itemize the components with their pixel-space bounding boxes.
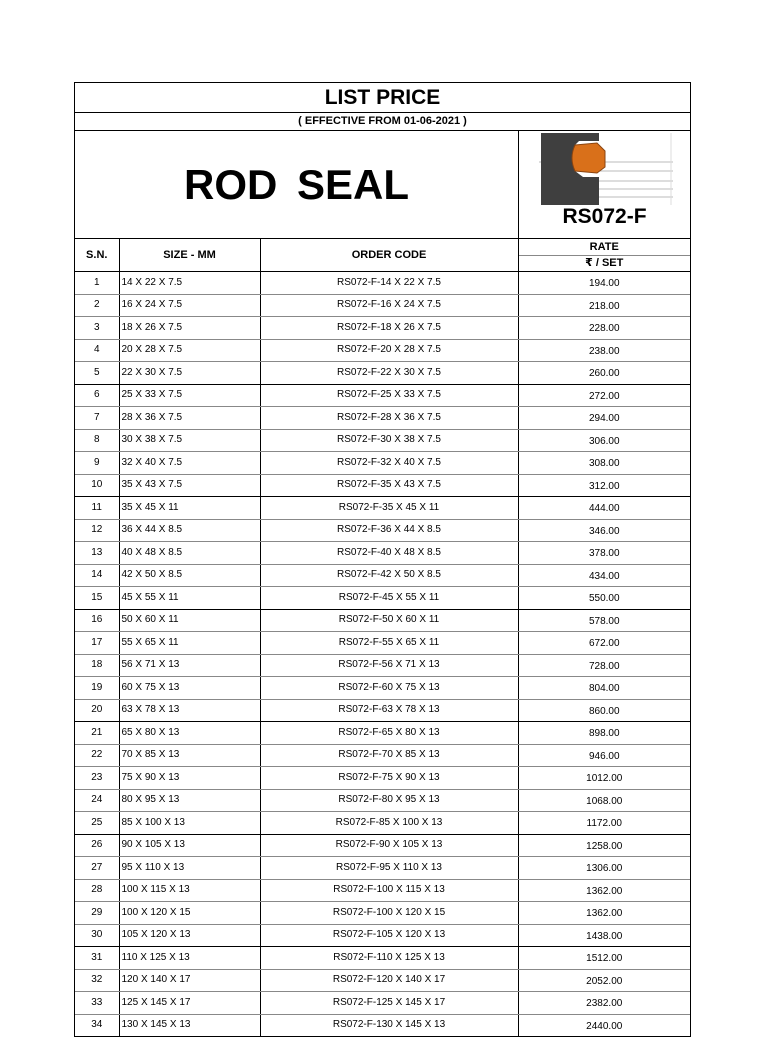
cell-sn: 13 xyxy=(75,542,119,565)
cell-order-code: RS072-F-110 X 125 X 13 xyxy=(260,947,518,970)
table-row xyxy=(75,812,690,835)
cell-sn: 3 xyxy=(75,317,119,340)
cell-order-code: RS072-F-120 X 140 X 17 xyxy=(260,969,518,992)
table-row xyxy=(75,1014,690,1036)
table-row xyxy=(75,834,690,857)
cell-sn: 33 xyxy=(75,992,119,1015)
table-row xyxy=(75,857,690,880)
cell-size: 50 X 60 X 11 xyxy=(119,609,260,632)
cell-size: 16 X 24 X 7.5 xyxy=(119,294,260,317)
table-row xyxy=(75,992,690,1015)
table-row xyxy=(75,924,690,947)
cell-order-code: RS072-F-56 X 71 X 13 xyxy=(260,654,518,677)
table-row xyxy=(75,879,690,902)
cell-size: 120 X 140 X 17 xyxy=(119,969,260,992)
cell-order-code: RS072-F-50 X 60 X 11 xyxy=(260,609,518,632)
cell-size: 90 X 105 X 13 xyxy=(119,834,260,857)
cell-rate: 194.00 xyxy=(518,272,690,295)
cell-rate: 860.00 xyxy=(518,699,690,722)
cell-rate: 294.00 xyxy=(518,407,690,430)
cell-rate: 898.00 xyxy=(518,722,690,745)
cell-size: 42 X 50 X 8.5 xyxy=(119,564,260,587)
cell-size: 36 X 44 X 8.5 xyxy=(119,519,260,542)
cell-size: 22 X 30 X 7.5 xyxy=(119,362,260,385)
cell-size: 110 X 125 X 13 xyxy=(119,947,260,970)
table-row xyxy=(75,654,690,677)
cell-rate: 1362.00 xyxy=(518,902,690,925)
cell-size: 25 X 33 X 7.5 xyxy=(119,384,260,407)
cell-sn: 8 xyxy=(75,429,119,452)
cell-order-code: RS072-F-20 X 28 X 7.5 xyxy=(260,339,518,362)
cell-sn: 22 xyxy=(75,744,119,767)
table-row xyxy=(75,969,690,992)
cell-rate: 2382.00 xyxy=(518,992,690,1015)
cell-sn: 20 xyxy=(75,699,119,722)
cell-order-code: RS072-F-55 X 65 X 11 xyxy=(260,632,518,655)
table-row xyxy=(75,722,690,745)
cell-order-code: RS072-F-14 X 22 X 7.5 xyxy=(260,272,518,295)
table-body xyxy=(75,272,690,1037)
cell-size: 130 X 145 X 13 xyxy=(119,1014,260,1036)
cell-rate: 2440.00 xyxy=(586,1020,623,1032)
cell-rate: 444.00 xyxy=(518,497,690,520)
cell-sn: 2 xyxy=(75,294,119,317)
cell-sn: 21 xyxy=(75,722,119,745)
column-header-rate: RATE xyxy=(518,239,690,256)
cell-rate: 1068.00 xyxy=(518,789,690,812)
cell-rate: 550.00 xyxy=(518,587,690,610)
cell-sn: 32 xyxy=(75,969,119,992)
cell-sn: 27 xyxy=(75,857,119,880)
cell-rate: 228.00 xyxy=(518,317,690,340)
cell-size: 63 X 78 X 13 xyxy=(119,699,260,722)
table-row xyxy=(75,452,690,475)
table-row xyxy=(75,272,690,295)
cell-order-code: RS072-F-130 X 145 X 13 xyxy=(260,1014,518,1036)
product-name: ROD SEAL xyxy=(183,161,409,208)
cell-size: 55 X 65 X 11 xyxy=(119,632,260,655)
cell-sn: 34 xyxy=(75,1014,119,1036)
cell-size: 60 X 75 X 13 xyxy=(119,677,260,700)
table-row xyxy=(75,699,690,722)
cell-size: 28 X 36 X 7.5 xyxy=(119,407,260,430)
cell-size: 85 X 100 X 13 xyxy=(119,812,260,835)
cell-order-code: RS072-F-60 X 75 X 13 xyxy=(260,677,518,700)
table-row xyxy=(75,474,690,497)
table-row xyxy=(75,587,690,610)
cell-sn: 15 xyxy=(75,587,119,610)
cell-order-code: RS072-F-90 X 105 X 13 xyxy=(260,834,518,857)
cell-order-code: RS072-F-125 X 145 X 17 xyxy=(260,992,518,1015)
table-row xyxy=(75,609,690,632)
cell-rate: 672.00 xyxy=(518,632,690,655)
cell-size: 105 X 120 X 13 xyxy=(119,924,260,947)
cell-rate: 728.00 xyxy=(518,654,690,677)
cell-rate: 1258.00 xyxy=(518,834,690,857)
cell-sn: 17 xyxy=(75,632,119,655)
cell-size: 100 X 120 X 15 xyxy=(119,902,260,925)
product-image-cell xyxy=(518,131,690,238)
table-row xyxy=(75,407,690,430)
cell-size: 20 X 28 X 7.5 xyxy=(119,339,260,362)
cell-sn: 26 xyxy=(75,834,119,857)
cell-order-code: RS072-F-63 X 78 X 13 xyxy=(260,699,518,722)
cell-size: 80 X 95 X 13 xyxy=(119,789,260,812)
cell-size: 18 X 26 X 7.5 xyxy=(119,317,260,340)
cell-size: 65 X 80 X 13 xyxy=(119,722,260,745)
cell-order-code: RS072-F-80 X 95 X 13 xyxy=(260,789,518,812)
cell-size: 30 X 38 X 7.5 xyxy=(119,429,260,452)
cell-order-code: RS072-F-95 X 110 X 13 xyxy=(260,857,518,880)
cell-order-code: RS072-F-16 X 24 X 7.5 xyxy=(260,294,518,317)
cell-order-code: RS072-F-18 X 26 X 7.5 xyxy=(260,317,518,340)
cell-order-code: RS072-F-35 X 45 X 11 xyxy=(260,497,518,520)
cell-size: 35 X 43 X 7.5 xyxy=(119,474,260,497)
cell-order-code: RS072-F-100 X 115 X 13 xyxy=(260,879,518,902)
cell-sn: 25 xyxy=(75,812,119,835)
cell-order-code: RS072-F-32 X 40 X 7.5 xyxy=(260,452,518,475)
rod-seal-cross-section-icon xyxy=(539,133,673,205)
cell-sn: 16 xyxy=(75,609,119,632)
column-header-size: SIZE - MM xyxy=(119,239,260,272)
table-row xyxy=(75,947,690,970)
table-row xyxy=(75,902,690,925)
column-header-rate-unit: ₹ / SET xyxy=(518,256,690,272)
cell-sn: 4 xyxy=(75,339,119,362)
table-row xyxy=(75,677,690,700)
product-code: RS072-F xyxy=(562,205,647,228)
cell-rate: 218.00 xyxy=(518,294,690,317)
cell-size: 75 X 90 X 13 xyxy=(119,767,260,790)
cell-sn: 29 xyxy=(75,902,119,925)
cell-sn: 30 xyxy=(75,924,119,947)
price-table xyxy=(75,239,690,1036)
cell-sn: 18 xyxy=(75,654,119,677)
table-row xyxy=(75,362,690,385)
table-row xyxy=(75,519,690,542)
cell-rate: 272.00 xyxy=(518,384,690,407)
table-row xyxy=(75,317,690,340)
cell-size: 32 X 40 X 7.5 xyxy=(119,452,260,475)
table-row xyxy=(75,339,690,362)
cell-order-code: RS072-F-40 X 48 X 8.5 xyxy=(260,542,518,565)
table-row xyxy=(75,744,690,767)
table-row xyxy=(75,542,690,565)
cell-rate: 312.00 xyxy=(518,474,690,497)
cell-rate: 1172.00 xyxy=(518,812,690,835)
table-row xyxy=(75,384,690,407)
cell-order-code: RS072-F-42 X 50 X 8.5 xyxy=(260,564,518,587)
cell-sn: 5 xyxy=(75,362,119,385)
cell-size: 45 X 55 X 11 xyxy=(119,587,260,610)
cell-rate: 2052.00 xyxy=(518,969,690,992)
table-row xyxy=(75,632,690,655)
page-title: LIST PRICE xyxy=(75,83,690,113)
cell-order-code: RS072-F-85 X 100 X 13 xyxy=(260,812,518,835)
cell-rate: 804.00 xyxy=(518,677,690,700)
cell-rate: 1306.00 xyxy=(518,857,690,880)
effective-date: ( EFFECTIVE FROM 01-06-2021 ) xyxy=(75,113,690,131)
cell-order-code: RS072-F-65 X 80 X 13 xyxy=(260,722,518,745)
cell-sn: 7 xyxy=(75,407,119,430)
table-row xyxy=(75,789,690,812)
cell-sn: 14 xyxy=(75,564,119,587)
cell-sn: 31 xyxy=(75,947,119,970)
column-header-sn: S.N. xyxy=(75,239,119,272)
cell-order-code: RS072-F-75 X 90 X 13 xyxy=(260,767,518,790)
table-row xyxy=(75,294,690,317)
cell-sn: 10 xyxy=(75,474,119,497)
cell-rate: 1362.00 xyxy=(518,879,690,902)
cell-sn: 28 xyxy=(75,879,119,902)
cell-rate: 378.00 xyxy=(518,542,690,565)
cell-order-code: RS072-F-105 X 120 X 13 xyxy=(260,924,518,947)
cell-rate: 1512.00 xyxy=(518,947,690,970)
cell-order-code: RS072-F-36 X 44 X 8.5 xyxy=(260,519,518,542)
cell-size: 14 X 22 X 7.5 xyxy=(119,272,260,295)
cell-sn: 19 xyxy=(75,677,119,700)
cell-order-code: RS072-F-22 X 30 X 7.5 xyxy=(260,362,518,385)
cell-rate: 306.00 xyxy=(518,429,690,452)
cell-size: 40 X 48 X 8.5 xyxy=(119,542,260,565)
table-row xyxy=(75,429,690,452)
cell-rate: 308.00 xyxy=(518,452,690,475)
cell-order-code: RS072-F-70 X 85 X 13 xyxy=(260,744,518,767)
cell-rate: 434.00 xyxy=(518,564,690,587)
cell-size: 35 X 45 X 11 xyxy=(119,497,260,520)
cell-rate: 578.00 xyxy=(518,609,690,632)
cell-order-code: RS072-F-28 X 36 X 7.5 xyxy=(260,407,518,430)
cell-order-code: RS072-F-25 X 33 X 7.5 xyxy=(260,384,518,407)
cell-rate: 346.00 xyxy=(518,519,690,542)
table-row xyxy=(75,564,690,587)
cell-rate: 946.00 xyxy=(518,744,690,767)
cell-size: 56 X 71 X 13 xyxy=(119,654,260,677)
cell-sn: 23 xyxy=(75,767,119,790)
cell-sn: 11 xyxy=(75,497,119,520)
cell-size: 95 X 110 X 13 xyxy=(119,857,260,880)
cell-sn: 12 xyxy=(75,519,119,542)
cell-order-code: RS072-F-30 X 38 X 7.5 xyxy=(260,429,518,452)
product-banner xyxy=(75,131,690,239)
price-list-sheet xyxy=(74,82,691,1037)
cell-sn: 6 xyxy=(75,384,119,407)
cell-size: 70 X 85 X 13 xyxy=(119,744,260,767)
table-row xyxy=(75,497,690,520)
cell-order-code: RS072-F-35 X 43 X 7.5 xyxy=(260,474,518,497)
table-row xyxy=(75,767,690,790)
cell-sn: 24 xyxy=(75,789,119,812)
cell-order-code: RS072-F-100 X 120 X 15 xyxy=(260,902,518,925)
cell-rate: 260.00 xyxy=(518,362,690,385)
column-header-order-code: ORDER CODE xyxy=(260,239,518,272)
cell-rate: 1438.00 xyxy=(518,924,690,947)
cell-sn: 1 xyxy=(75,272,119,295)
cell-size: 100 X 115 X 13 xyxy=(119,879,260,902)
cell-rate: 238.00 xyxy=(518,339,690,362)
cell-rate: 1012.00 xyxy=(518,767,690,790)
cell-order-code: RS072-F-45 X 55 X 11 xyxy=(260,587,518,610)
table-header-row xyxy=(75,239,690,256)
cell-size: 125 X 145 X 17 xyxy=(119,992,260,1015)
cell-sn: 9 xyxy=(75,452,119,475)
